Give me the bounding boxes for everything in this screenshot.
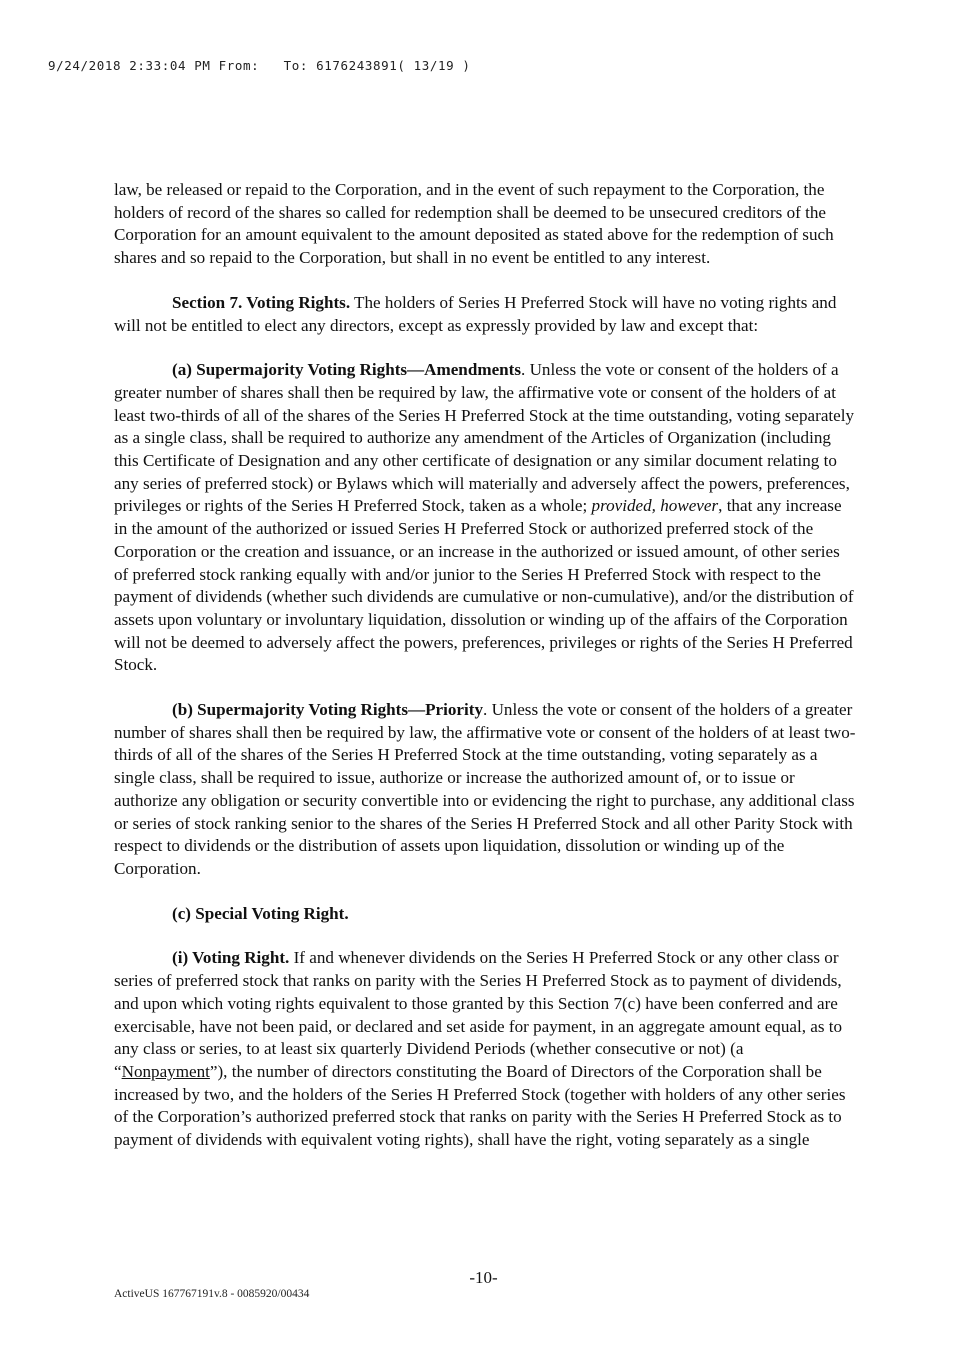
document-id-footer: ActiveUS 167767191v.8 - 0085920/00434 <box>114 1288 310 1300</box>
subsection-c-heading: (c) Special Voting Right. <box>172 903 349 923</box>
subsection-a-heading: (a) Supermajority Voting Rights—Amendments <box>172 360 522 380</box>
subsection-a-text-1: . Unless the vote or consent of the holders of a greater number of shares shall then be required by law, the affirmative vote or consent of the holders of at least two-thirds of all of the shares of the Series H Preferred Stock at the time outstanding, voting separately as a single class, shall be required to authorize any amendment of the Articles of Organization (including this Certificate of Designation and any other certificate of designation or any similar document relating to any series of preferred stock) or Bylaws which will materially and adversely affect the powers, preferences, privileges or rights of the Series H Preferred Stock, taken as a whole; <box>114 360 855 516</box>
clause-i-heading: (i) Voting Right. <box>172 948 290 968</box>
section-7-text: The holders of Series H Preferred Stock will have no voting rights and will not be entitled to elect any directors, except as expressly provided by law and except that: <box>114 292 837 335</box>
paragraph-text: law, be released or repaid to the Corporation, and in the event of such repayment to the Corporation, the holders of record of the shares so called for redemption shall be deemed to be unsecured creditors of the Corporation for an amount equivalent to the amount deposited as stated above for the redemption of such shares and so repaid to the Corporation, but shall in no event be entitled to any interest. <box>114 180 834 268</box>
clause-i-paragraph <box>114 947 856 1151</box>
subsection-a-proviso: provided, however <box>591 496 719 516</box>
subsection-c-paragraph <box>114 903 856 926</box>
page-number: -10- <box>469 1268 498 1287</box>
fax-transmission-header: 9/24/2018 2:33:04 PM From: To: 6176243891( 13/19 ) <box>48 58 471 73</box>
nonpayment-defined-term: Nonpayment <box>121 1061 210 1081</box>
section-7-paragraph <box>114 292 856 337</box>
subsection-b-paragraph <box>114 699 856 881</box>
section-7-heading: Section 7. Voting Rights. <box>172 292 351 312</box>
document-body <box>114 179 856 1174</box>
paragraph-continuation <box>114 179 856 270</box>
clause-i-text-1: If and whenever dividends on the Series H Preferred Stock or any other class or series of preferred stock that ranks on parity with the Series H Preferred Stock as to payment of dividends, and upon which voting rights equivalent to those granted by this Section 7(c) have been conferred and are exercisable, have not been paid, or declared and set aside for payment, in an aggregate amount equal, as to any class or series, to at least six quarterly Dividend Periods (whether consecutive or not) (a “ <box>114 948 843 1081</box>
subsection-a-text-2: , that any increase in the amount of the authorized or issued Series H Preferred Stock or authorized preferred stock of the Corporation or the creation and issuance, or an increase in the authorized or issued amount, of other series of preferred stock ranking equally with and/or junior to the Series H Preferred Stock with respect to the payment of dividends (whether such dividends are cumulative or non-cumulative), and/or the distribution of assets upon voluntary or involuntary liquidation, dissolution or winding up of the affairs of the Corporation will not be deemed to adversely affect the powers, preferences, privileges or rights of the Series H Preferred Stock. <box>114 496 854 675</box>
subsection-b-text: . Unless the vote or consent of the holders of a greater number of shares shall then be required by law, the affirmative vote or consent of the holders of at least two-thirds of all of the shares of the Series H Preferred Stock at the time outstanding, voting separately as a single class, shall be required to issue, authorize or increase the authorized amount of, or to issue or authorize any obligation or security convertible into or evidencing the right to purchase, any additional class or series of stock ranking senior to the shares of the Series H Preferred Stock and all other Parity Stock with respect to dividends or the distribution of assets upon liquidation, dissolution or winding up of the Corporation. <box>114 700 856 878</box>
clause-i-text-2: ”), the number of directors constituting the Board of Directors of the Corporation shall be increased by two, and the holders of the Series H Preferred Stock (together with holders of any other series of the Corporation’s authorized preferred stock that ranks on parity with the Series H Preferred Stock as to payment of dividends with equivalent voting rights), shall have the right, voting separately as a single <box>114 1061 846 1150</box>
subsection-b-heading: (b) Supermajority Voting Rights—Priority <box>172 700 484 720</box>
subsection-a-paragraph <box>114 359 856 677</box>
